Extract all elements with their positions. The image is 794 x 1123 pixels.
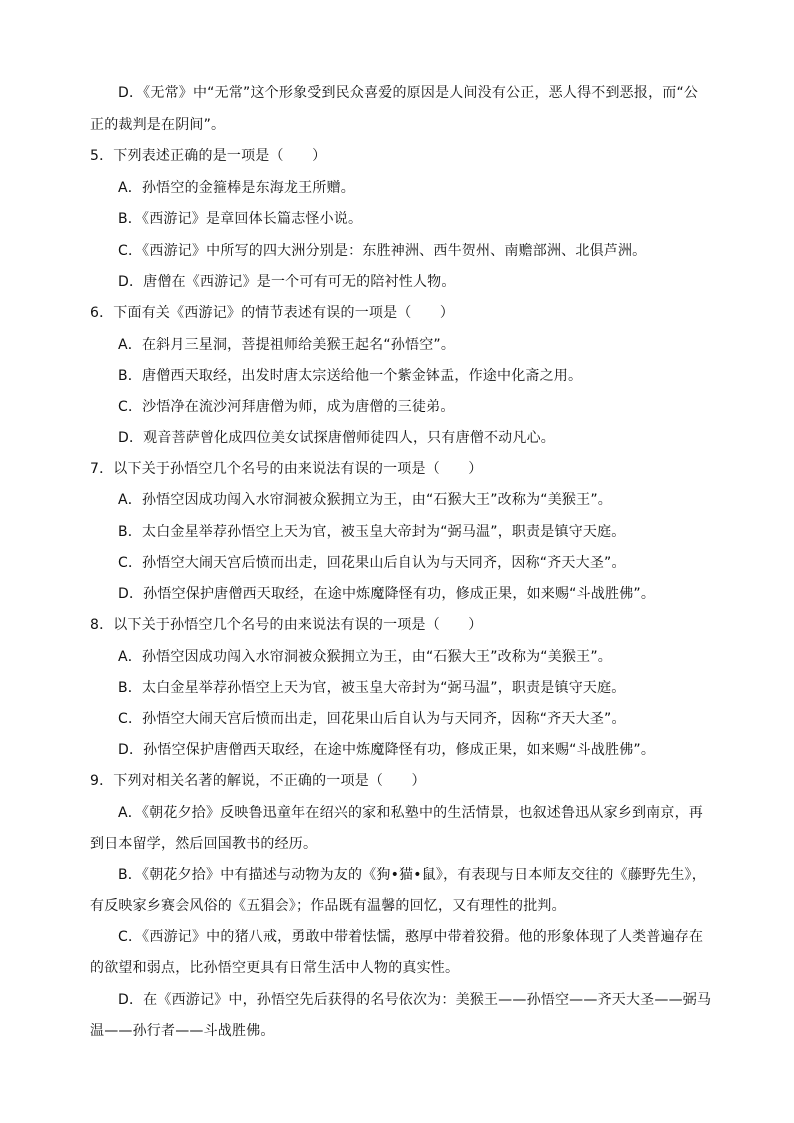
q7-option-d: D．孙悟空保护唐僧西天取经，在途中炼魔降怪有功，修成正果，如来赐“斗战胜佛”。 [118,586,656,602]
q6-option-a: A．在斜月三星洞，菩提祖师给美猴王起名“孙悟空”。 [118,337,456,353]
q6-option-b: B．唐僧西天取经，出发时唐太宗送给他一个紫金钵盂，作途中化斋之用。 [118,368,583,384]
q4-option-d-line1: D．《无常》中“无常”这个形象受到民众喜爱的原因是人间没有公正，恶人得不到恶报，而“公 [118,85,699,101]
q9-option-b-line1: B．《朝花夕拾》中有描述与动物为友的《狗•猫•鼠》，有表现与日本师友交往的《藤野先生》， [118,867,706,883]
q5-option-a: A．孙悟空的金箍棒是东海龙王所赠。 [118,180,355,196]
q9-option-d-line2: 温——孙行者——斗战胜佛。 [90,1023,275,1039]
q7-stem: 7．以下关于孙悟空几个名号的由来说法有误的一项是（ ） [90,461,483,477]
q9-option-a-line2: 到日本留学，然后回国教书的经历。 [90,836,318,852]
q5-option-b: B．《西游记》是章回体长篇志怪小说。 [118,211,363,227]
q9-option-b-line2: 有反映家乡赛会风俗的《五猖会》；作品既有温馨的回忆，又有理性的批判。 [90,898,566,914]
q5-option-c: C．《西游记》中所写的四大洲分别是：东胜神洲、西牛贺州、南赡部洲、北俱芦洲。 [118,243,647,259]
q8-stem: 8．以下关于孙悟空几个名号的由来说法有误的一项是（ ） [90,617,483,633]
q9-option-c-line1: C．《西游记》中的猪八戒，勇敢中带着怯懦，憨厚中带着狡猾。他的形象体现了人类普遍存在 [118,929,704,945]
q7-option-a: A．孙悟空因成功闯入水帘洞被众猴拥立为王，由“石猴大王”改称为“美猴王”。 [118,492,612,508]
q8-option-a: A．孙悟空因成功闯入水帘洞被众猴拥立为王，由“石猴大王”改称为“美猴王”。 [118,649,612,665]
q9-option-a-line1: A．《朝花夕拾》反映鲁迅童年在绍兴的家和私塾中的生活情景，也叙述鲁迅从家乡到南京，再 [118,805,703,821]
q6-option-d: D．观音菩萨曾化成四位美女试探唐僧师徒四人，只有唐僧不动凡心。 [118,430,555,446]
q8-option-c: C．孙悟空大闹天宫后愤而出走，回花果山后自认为与天同齐，因称“齐天大圣”。 [118,711,626,727]
q9-option-c-line2: 的欲望和弱点，比孙悟空更具有日常生活中人物的真实性。 [90,960,460,976]
q7-option-b: B．太白金星举荐孙悟空上天为官，被玉皇大帝封为“弼马温”，职责是镇守天庭。 [118,524,626,540]
q8-option-d: D．孙悟空保护唐僧西天取经，在途中炼魔降怪有功，修成正果，如来赐“斗战胜佛”。 [118,742,656,758]
q7-option-c: C．孙悟空大闹天宫后愤而出走，回花果山后自认为与天同齐，因称“齐天大圣”。 [118,555,626,571]
q9-option-d-line1: D．在《西游记》中，孙悟空先后获得的名号依次为：美猴王——孙悟空——齐天大圣——弼马 [118,992,712,1008]
q6-stem: 6．下面有关《西游记》的情节表述有误的一项是（ ） [90,305,455,321]
q5-stem: 5．下列表述正确的是一项是（ ） [90,148,327,164]
q8-option-b: B．太白金星举荐孙悟空上天为官，被玉皇大帝封为“弼马温”，职责是镇守天庭。 [118,680,626,696]
q6-option-c: C．沙悟净在流沙河拜唐僧为师，成为唐僧的三徒弟。 [118,399,455,415]
q4-option-d-line2: 正的裁判是在阴间”。 [90,117,226,133]
q9-stem: 9．下列对相关名著的解说，不正确的一项是（ ） [90,773,426,789]
q5-option-d: D．唐僧在《西游记》是一个可有可无的陪衬性人物。 [118,274,456,290]
